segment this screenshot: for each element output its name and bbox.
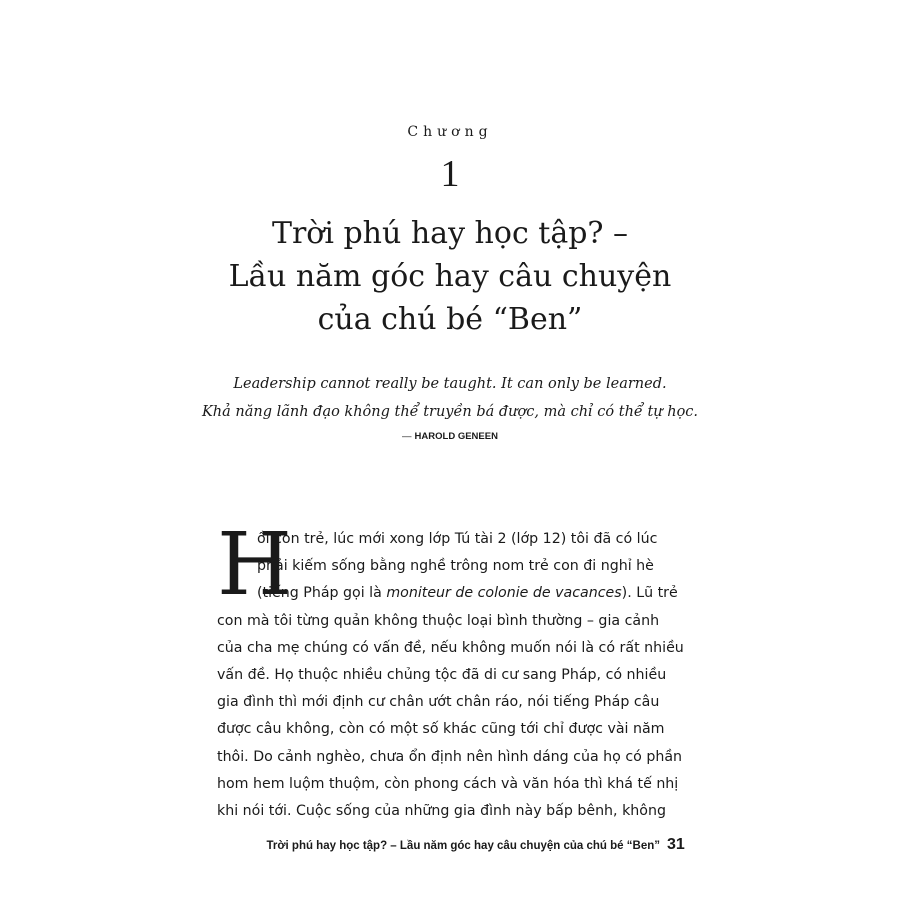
epigraph bbox=[0, 370, 900, 426]
chapter-title-line: của chú bé “Ben” bbox=[317, 302, 583, 337]
chapter-number: 1 bbox=[440, 153, 460, 195]
running-footer-title: Trời phú hay học tập? – Lầu năm góc hay câu chuyện của chú bé “Ben” bbox=[266, 840, 660, 852]
chapter-label: Chương bbox=[407, 124, 493, 140]
body-line: phải kiếm sống bằng nghề trông nom trẻ con đi nghỉ hè bbox=[257, 558, 654, 575]
chapter-title-line: Trời phú hay học tập? – bbox=[271, 216, 629, 251]
epigraph-english: Leadership cannot really be taught. It can only be learned. bbox=[233, 376, 667, 392]
body-line: khi nói tới. Cuộc sống của những gia đình này bấp bênh, không bbox=[217, 802, 666, 819]
body-line: hom hem luộm thuộm, còn phong cách và văn hóa thì khá tế nhị bbox=[217, 775, 679, 792]
chapter-title bbox=[0, 212, 900, 341]
body-line: của cha mẹ chúng có vấn đề, nếu không muốn nói là có rất nhiều bbox=[217, 639, 684, 656]
body-line: ồi còn trẻ, lúc mới xong lớp Tú tài 2 (lớp 12) tôi đã có lúc bbox=[257, 531, 658, 547]
body-line: thôi. Do cảnh nghèo, chưa ổn định nên hình dáng của họ có phần bbox=[217, 748, 683, 765]
body-text-segment: ). Lũ trẻ bbox=[621, 585, 678, 602]
attribution-dash: — bbox=[402, 431, 412, 442]
body-text-italic: moniteur de colonie de vacances bbox=[386, 585, 622, 602]
body-line bbox=[217, 580, 687, 607]
body-text-segment: (tiếng Pháp gọi là bbox=[257, 585, 387, 602]
drop-cap: H bbox=[217, 515, 292, 615]
chapter-title-line: Lầu năm góc hay câu chuyện bbox=[228, 259, 672, 294]
body-paragraph bbox=[217, 526, 687, 825]
body-line: vấn đề. Họ thuộc nhiều chủng tộc đã di cư sang Pháp, có nhiều bbox=[217, 666, 667, 683]
body-line: được câu không, còn có một số khác cũng tới chỉ được vài năm bbox=[217, 721, 665, 738]
body-line: con mà tôi từng quản không thuộc loại bình thường – gia cảnh bbox=[217, 612, 660, 629]
epigraph-attribution bbox=[0, 431, 900, 442]
page-number: 31 bbox=[667, 836, 685, 853]
body-line: gia đình thì mới định cư chân ướt chân ráo, nói tiếng Pháp câu bbox=[217, 694, 660, 711]
epigraph-author: HAROLD GENEEN bbox=[414, 431, 498, 442]
epigraph-vietnamese: Khả năng lãnh đạo không thể truyền bá được, mà chỉ có thể tự học. bbox=[201, 404, 699, 420]
